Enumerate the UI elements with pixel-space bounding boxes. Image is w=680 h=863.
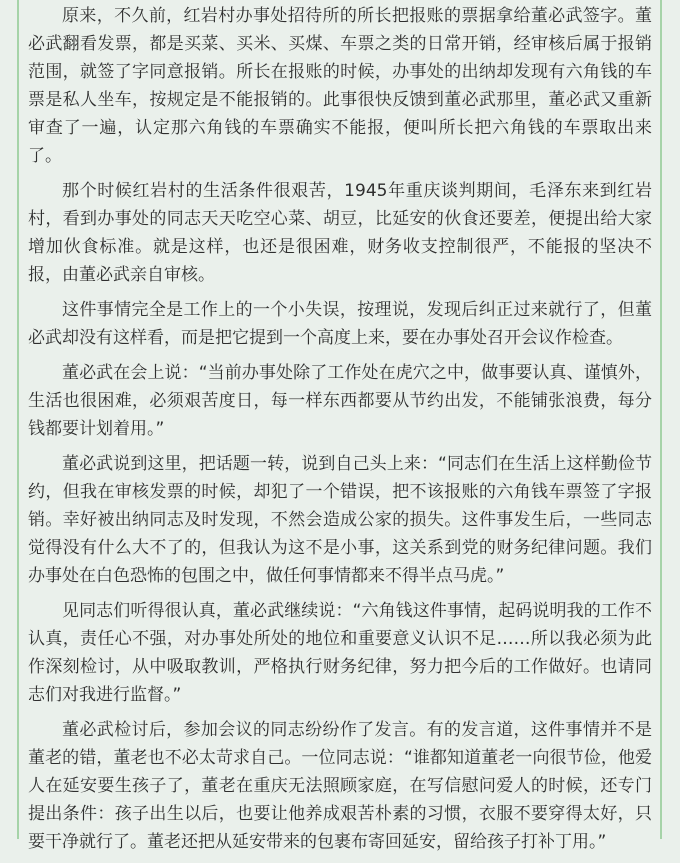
paragraph-small-mistake: 这件事情完全是工作上的一个小失误，按理说，发现后纠正过来就行了，但董必武却没有这样看，而是把它提到一个高度上来，要在办事处召开会议作检查。 [28, 300, 652, 348]
left-border-rule [17, 0, 19, 839]
article-body [28, 2, 652, 863]
paragraph-hongyan-conditions: 那个时候红岩村的生活条件很艰苦，1945年重庆谈判期间，毛泽东来到红岩村，看到办事处的同志天天吃空心菜、胡豆，比延安的伙食还要差，便提出给大家增加伙食标准。就是这样，也还是很困难，财务收支控制很严，不能报的坚决不报，由董必武亲自审核。 [28, 181, 652, 285]
paragraph-continued-review: 见同志们听得很认真，董必武继续说：“六角钱这件事情，起码说明我的工作不认真，责任心不强，对办事处所处的地位和重要意义认识不足……所以我必须为此作深刻检讨，从中吸取教训，严格执行财务纪律，努力把今后的工作做好。也请同志们对我进行监督。” [28, 601, 652, 705]
paragraph-self-criticism: 董必武说到这里，把话题一转，说到自己头上来：“同志们在生活上这样勤俭节约，但我在审核发票的时候，却犯了一个错误，把不该报账的六角钱车票签了字报销。幸好被出纳同志及时发现，不然会造成公家的损失。这件事发生后，一些同志觉得没有什么大不了的，但我认为这不是小事，这关系到党的财务纪律问题。我们办事处在白色恐怖的包围之中，做任何事情都来不得半点马虎。” [28, 454, 652, 586]
paragraph-meeting-speech: 董必武在会上说：“当前办事处除了工作处在虎穴之中，做事要认真、谨慎外，生活也很困难，必须艰苦度日，每一样东西都要从节约出发，不能铺张浪费，每分钱都要计划着用。” [28, 363, 652, 439]
paragraph-ticket-signing: 原来，不久前，红岩村办事处招待所的所长把报账的票据拿给董必武签字。董必武翻看发票，都是买菜、买米、买煤、车票之类的日常开销，经审核后属于报销范围，就签了字同意报销。所长在报账的时候，办事处的出纳却发现有六角钱的车票是私人坐车，按规定是不能报销的。此事很快反馈到董必武那里，董必武又重新审查了一遍，认定那六角钱的车票确实不能报，便叫所长把六角钱的车票取出来了。 [28, 6, 652, 166]
right-border-rule [660, 0, 662, 839]
paragraph-comrades-response: 董必武检讨后，参加会议的同志纷纷作了发言。有的发言道，这件事情并不是董老的错，董老也不必太苛求自己。一位同志说：“谁都知道董老一向很节俭，他爱人在延安要生孩子了，董老在重庆无法照顾家庭，在写信慰问爱人的时候，还专门提出条件：孩子出生以后，也要让他养成艰苦朴素的习惯，衣服不要穿得太好，只要干净就行了。董老还把从延安带来的包裹布寄回延安，留给孩子打补丁用。” [28, 720, 652, 852]
